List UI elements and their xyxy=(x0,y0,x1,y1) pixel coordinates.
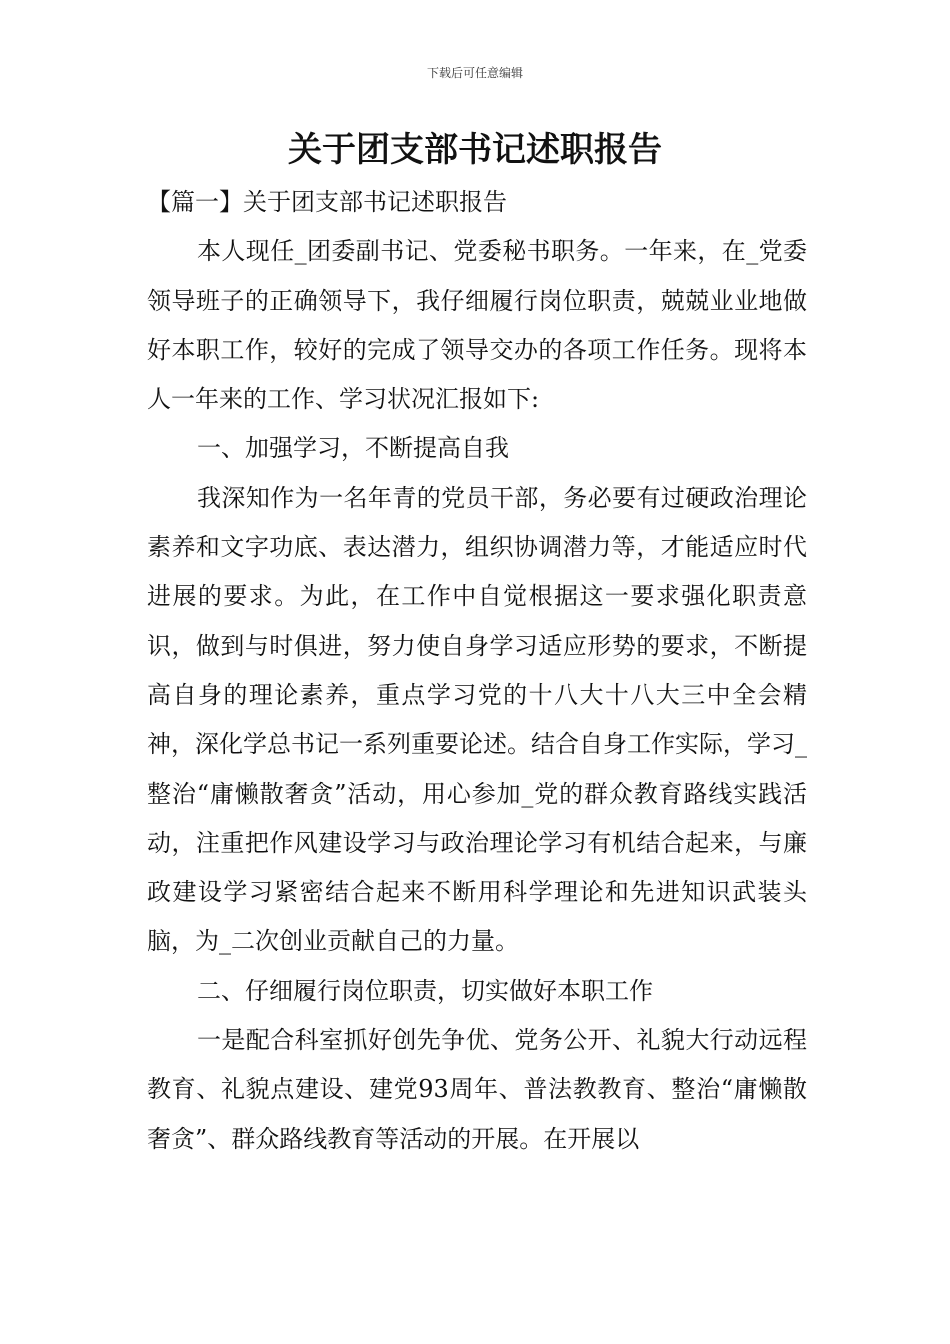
subheading-study: 一、加强学习，不断提高自我 xyxy=(197,434,509,463)
document-body xyxy=(147,178,807,1164)
paragraph-study: 我深知作为一名年青的党员干部，务必要有过硬政治理论素养和文字功底、表达潜力，组织协调潜力等，才能适应时代进展的要求。为此，在工作中自觉根据这一要求强化职责意识，做到与时俱进，努力使自身学习适应形势的要求，不断提高自身的理论素养，重点学习党的十八大十八大三中全会精神，深化学总书记一系列重要论述。结合自身工作实际，学习_整治“庸懒散奢贪”活动，用心参加_党的群众教育路线实践活动，注重把作风建设学习与政治理论学习有机结合起来，与廉政建设学习紧密结合起来不断用科学理论和先进知识武装头脑，为_二次创业贡献自己的力量。 xyxy=(147,483,807,956)
subheading-duties: 二、仔细履行岗位职责，切实做好本职工作 xyxy=(197,976,653,1005)
paragraph-intro: 本人现任_团委副书记、党委秘书职务。一年来，在_党委领导班子的正确领导下，我仔细履行岗位职责，兢兢业业地做好本职工作，较好的完成了领导交办的各项工作任务。现将本人一年来的工作、学习状况汇报如下: xyxy=(147,237,807,414)
document-title: 关于团支部书记述职报告 xyxy=(288,130,662,170)
paragraph-duties: 一是配合科室抓好创先争优、党务公开、礼貌大行动远程教育、礼貌点建设、建党93周年、普法教教育、整治“庸懒散奢贪”、群众路线教育等活动的开展。在开展以 xyxy=(147,1026,807,1153)
section-heading: 【篇一】关于团支部书记述职报告 xyxy=(147,188,507,216)
page-header-note: 下载后可任意编辑 xyxy=(426,66,523,80)
